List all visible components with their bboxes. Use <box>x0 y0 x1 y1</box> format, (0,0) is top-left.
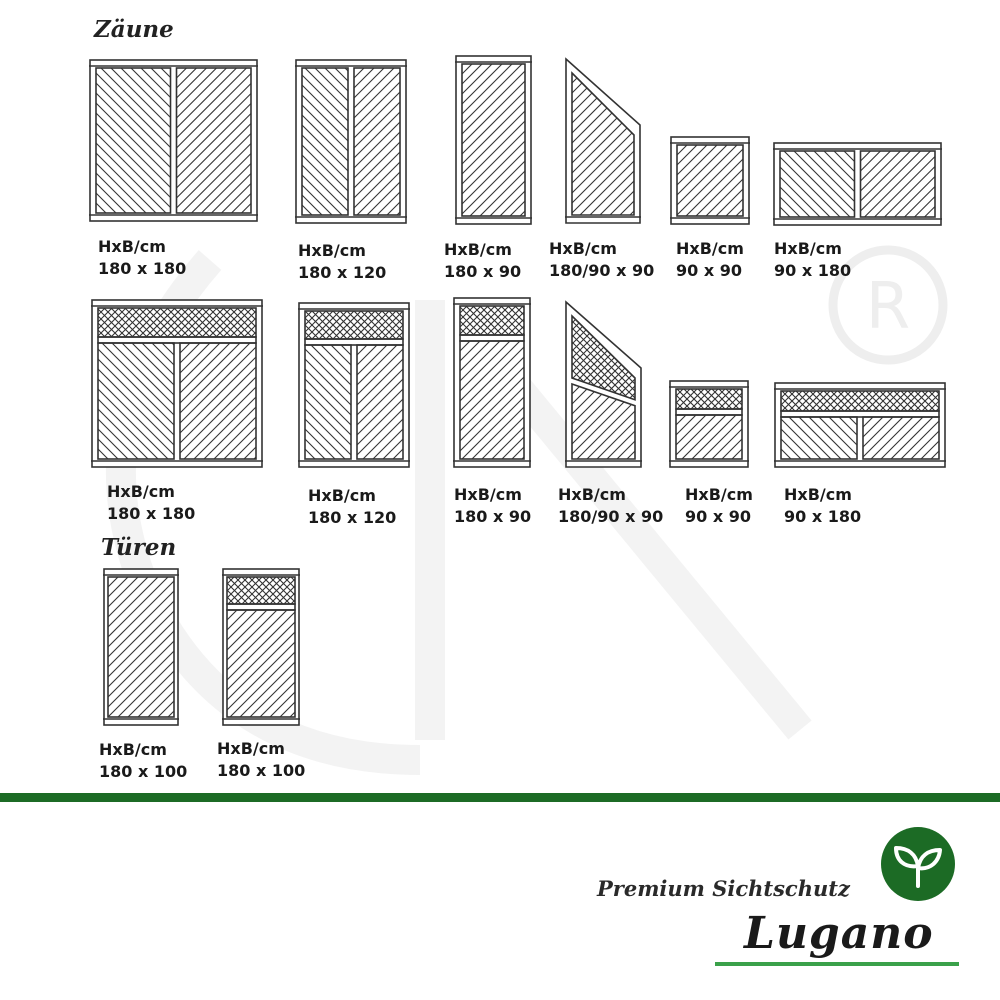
door-lattice-panel-180x100 <box>222 568 300 726</box>
fences-section-title: Zäune <box>94 16 174 43</box>
fence-panel-90x90 <box>670 136 750 225</box>
divider-line <box>0 793 1000 802</box>
fence-lattice-panel-180-90x90-slanted <box>565 300 642 468</box>
dimension-label: HxB/cm 90 x 180 <box>774 239 852 280</box>
dimension-label: HxB/cm 180 x 90 <box>454 485 532 526</box>
dimension-label: HxB/cm 90 x 90 <box>676 239 744 280</box>
dimension-label: HxB/cm 180 x 180 <box>98 237 187 278</box>
door-panel-180x100 <box>103 568 179 726</box>
dimension-label: HxB/cm 180 x 100 <box>217 739 306 780</box>
dimension-label: HxB/cm 180 x 120 <box>308 486 397 527</box>
brand-name: Lugano <box>744 908 934 959</box>
dimension-label: HxB/cm 180 x 180 <box>107 482 196 523</box>
fence-lattice-panel-180x180 <box>91 299 263 468</box>
fence-panel-90x180 <box>773 142 942 226</box>
fence-panel-180x120 <box>295 59 407 224</box>
doors-section-title: Türen <box>101 534 177 561</box>
fence-lattice-panel-180x90 <box>453 297 531 468</box>
dimension-label: HxB/cm 90 x 90 <box>685 485 753 526</box>
dimension-label: HxB/cm 180/90 x 90 <box>549 239 655 280</box>
fence-lattice-panel-180x120 <box>298 302 410 468</box>
fence-lattice-panel-90x90 <box>669 380 749 468</box>
brand-underline <box>715 962 959 966</box>
leaf-sprout-icon <box>880 826 956 902</box>
brand-subtitle: Premium Sichtschutz <box>597 876 850 901</box>
svg-text:R: R <box>865 270 911 344</box>
dimension-label: HxB/cm 90 x 180 <box>784 485 862 526</box>
dimension-label: HxB/cm 180/90 x 90 <box>558 485 664 526</box>
dimension-label: HxB/cm 180 x 100 <box>99 740 188 781</box>
fence-panel-180x90 <box>455 55 532 225</box>
fence-lattice-panel-90x180 <box>774 382 946 468</box>
dimension-label: HxB/cm 180 x 90 <box>444 240 522 281</box>
dimension-label: HxB/cm 180 x 120 <box>298 241 387 282</box>
fence-panel-180x180 <box>89 59 258 222</box>
fence-panel-180-90x90-slanted <box>565 57 641 224</box>
